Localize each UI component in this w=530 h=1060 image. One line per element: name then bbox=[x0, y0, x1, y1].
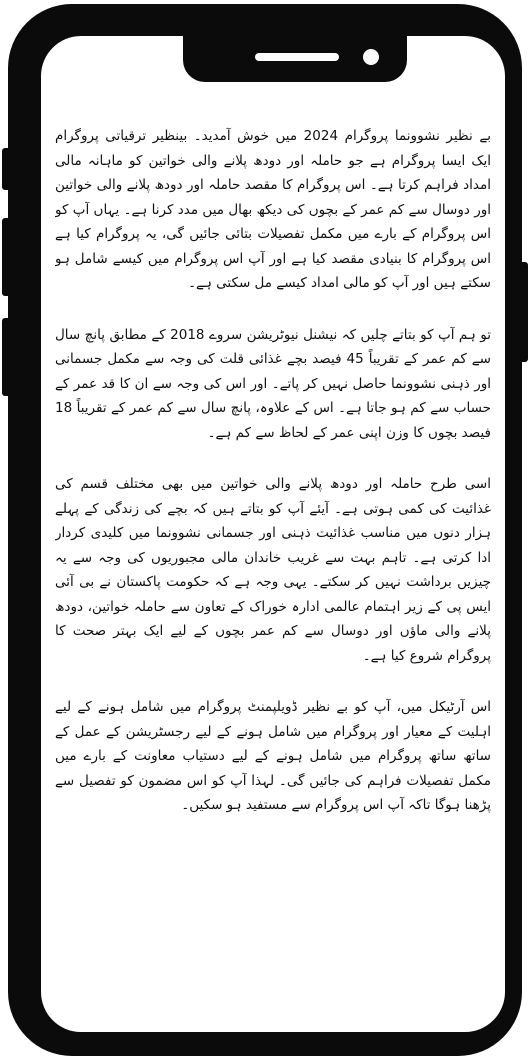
article-paragraph-2: تو ہم آپ کو بتاتے چلیں کہ نیشنل نیوٹریشن سروے 2018 کے مطابق پانچ سال سے کم عمر کے تقریباً 45 فیصد بچے غذائی قلت کی وجہ سے مکمل جسمانی اور ذہنی نشوونما حاصل نہیں کر پاتے۔ اور اس کی وجہ سے ان کا قد عمر کے حساب سے کم ہو جاتا ہے۔ اس کے علاوہ، پانچ سال سے کم عمر کے تقریباً 18 فیصد بچوں کا وزن اپنی عمر کے لحاظ سے کم ہے۔ bbox=[55, 326, 491, 441]
phone-screen bbox=[41, 36, 505, 1032]
article-paragraph-4: اس آرٹیکل میں، آپ کو بے نظیر ڈویلپمنٹ پروگرام میں شامل ہونے کے لیے اہلیت کے معیار اور پروگرام میں شامل ہونے کے لیے رجسٹریشن کے عمل کے ساتھ ساتھ پروگرام میں شامل ہونے کے لیے دستیاب معاونت کے بارے میں مکمل تفصیلات فراہم کی جائیں گی۔ لہذا آپ کو اس مضمون کو تفصیل سے پڑھنا ہوگا تاکہ آپ اس پروگرام سے مستفید ہو سکیں۔ bbox=[55, 699, 491, 813]
mute-switch bbox=[2, 148, 11, 190]
power-button bbox=[519, 262, 528, 362]
front-camera-icon bbox=[363, 49, 379, 65]
phone-notch bbox=[183, 36, 407, 82]
volume-up-button bbox=[2, 218, 11, 296]
volume-down-button bbox=[2, 318, 11, 396]
phone-frame bbox=[8, 4, 522, 1056]
article-content[interactable] bbox=[55, 124, 491, 1014]
article-paragraph-1: بے نظیر نشوونما پروگرام 2024 میں خوش آمدید۔ بینظیر ترقیاتی پروگرام ایک ایسا پروگرام ہے جو حاملہ اور دودھ پلانے والی خواتین کو ماہانہ مالی امداد فراہم کرتا ہے۔ اس پروگرام کا مقصد حاملہ اور دودھ پلانے والی خواتین اور دوسال سے کم عمر کے بچوں کی دیکھ بھال میں مدد کرنا ہے۔ یہاں آپ کو اس پروگرام کے بارے میں مکمل تفصیلات بتائی جائیں گی، یہ پروگرام کیا ہے اس پروگرام کا بنیادی مقصد کیا ہے اور آپ اس پروگرام میں کیسے شامل ہو سکتے ہیں اور آپ کو مالی امداد کیسے مل سکتی ہے۔ bbox=[55, 128, 491, 291]
article-paragraph-3: اسی طرح حاملہ اور دودھ پلانے والی خواتین میں بھی مختلف قسم کی غذائیت کی کمی ہوتی ہے۔ آیئے آپ کو بتاتے ہیں کہ بچے کی زندگی کے پہلے ہزار دنوں میں مناسب غذائیت ذہنی اور جسمانی نشوونما میں کلیدی کردار ادا کرتی ہے۔ تاہم بہت سے غریب خاندان مالی مجبوریوں کی وجہ سے یہ چیزیں برداشت نہیں کر سکتے۔ یہی وجہ ہے کہ حکومت پاکستان نے بی آئی ایس پی کے زیر اہتمام عالمی ادارہ خوراک کے تعاون سے حاملہ خواتین، دودھ پلانے والی ماؤں اور دوسال سے کم عمر بچوں کے لیے ایک بہتر صحت کا پروگرام شروع کیا ہے۔ bbox=[55, 476, 491, 664]
speaker-grille bbox=[255, 53, 339, 61]
